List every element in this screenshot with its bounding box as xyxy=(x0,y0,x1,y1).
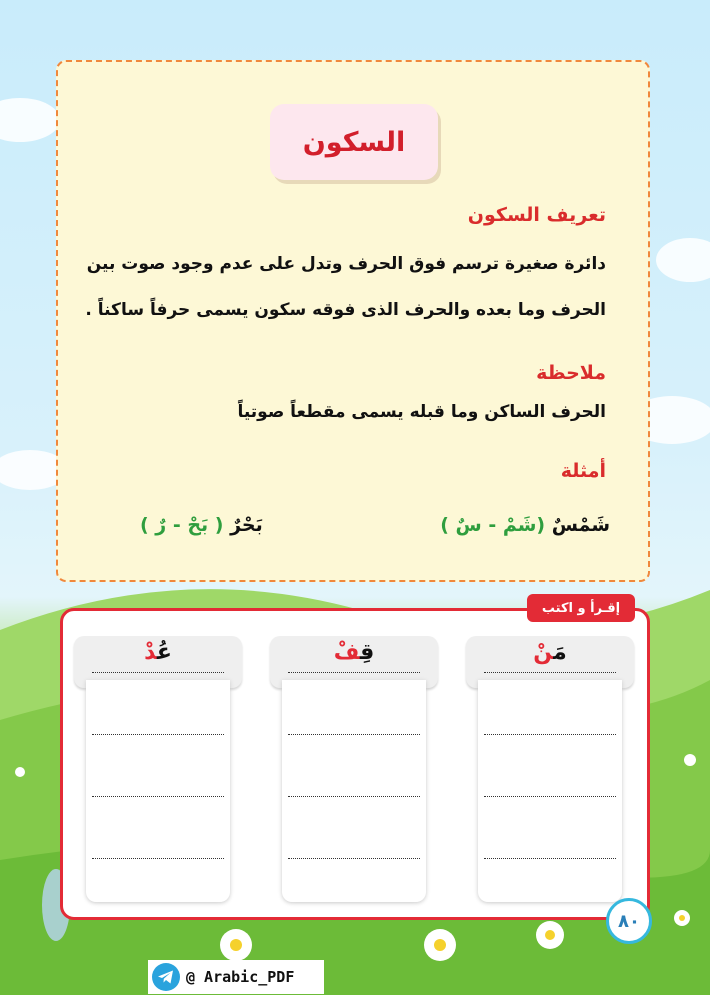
lesson-title: السكون xyxy=(270,104,438,180)
definition-line-2: الحرف وما بعده والحرف الذى فوقه سكون يسمى حرفاً ساكناً . xyxy=(85,300,606,320)
definition-heading: تعريف السكون xyxy=(467,204,606,226)
write-column xyxy=(74,630,242,902)
writing-line[interactable] xyxy=(484,796,616,797)
writing-line[interactable] xyxy=(484,858,616,859)
writing-line[interactable] xyxy=(92,858,224,859)
column-word: عُدْ xyxy=(144,640,172,665)
note-text: الحرف الساكن وما قبله يسمى مقطعاً صوتياً xyxy=(237,402,606,422)
header-dotted-line xyxy=(288,672,420,673)
writing-line[interactable] xyxy=(92,796,224,797)
writing-line[interactable] xyxy=(92,734,224,735)
examples-heading: أمثلة xyxy=(560,460,606,482)
footer-channel-tag[interactable] xyxy=(148,960,324,994)
write-column xyxy=(466,630,634,902)
example-item xyxy=(140,514,263,536)
example-word: بَحْرٌ xyxy=(230,514,263,536)
column-writing-area xyxy=(478,680,622,902)
read-write-tab: إقـرأ و اكتب xyxy=(527,594,635,622)
lesson-card xyxy=(56,60,650,582)
example-syllables: (شَمْ - سٌ ) xyxy=(440,514,546,536)
writing-line[interactable] xyxy=(484,734,616,735)
footer-channel-text: @ Arabic_PDF xyxy=(186,968,295,986)
column-word: قِفْ xyxy=(333,640,375,665)
writing-line[interactable] xyxy=(288,734,420,735)
column-writing-area xyxy=(86,680,230,902)
note-heading: ملاحظة xyxy=(536,362,606,384)
telegram-icon xyxy=(152,963,180,991)
writing-line[interactable] xyxy=(288,858,420,859)
examples-row xyxy=(140,508,610,542)
example-syllables: ( بَحْ - رٌ ) xyxy=(140,514,224,536)
column-writing-area xyxy=(282,680,426,902)
definition-line-1: دائرة صغيرة ترسم فوق الحرف وتدل على عدم وجود صوت بين xyxy=(86,254,606,274)
example-word: شَمْسٌ xyxy=(551,514,610,536)
header-dotted-line xyxy=(92,672,224,673)
writing-line[interactable] xyxy=(288,796,420,797)
example-item xyxy=(440,514,610,536)
column-word: مَنْ xyxy=(533,640,567,665)
page-number: ٨٠ xyxy=(606,898,652,944)
header-dotted-line xyxy=(484,672,616,673)
write-column xyxy=(270,630,438,902)
